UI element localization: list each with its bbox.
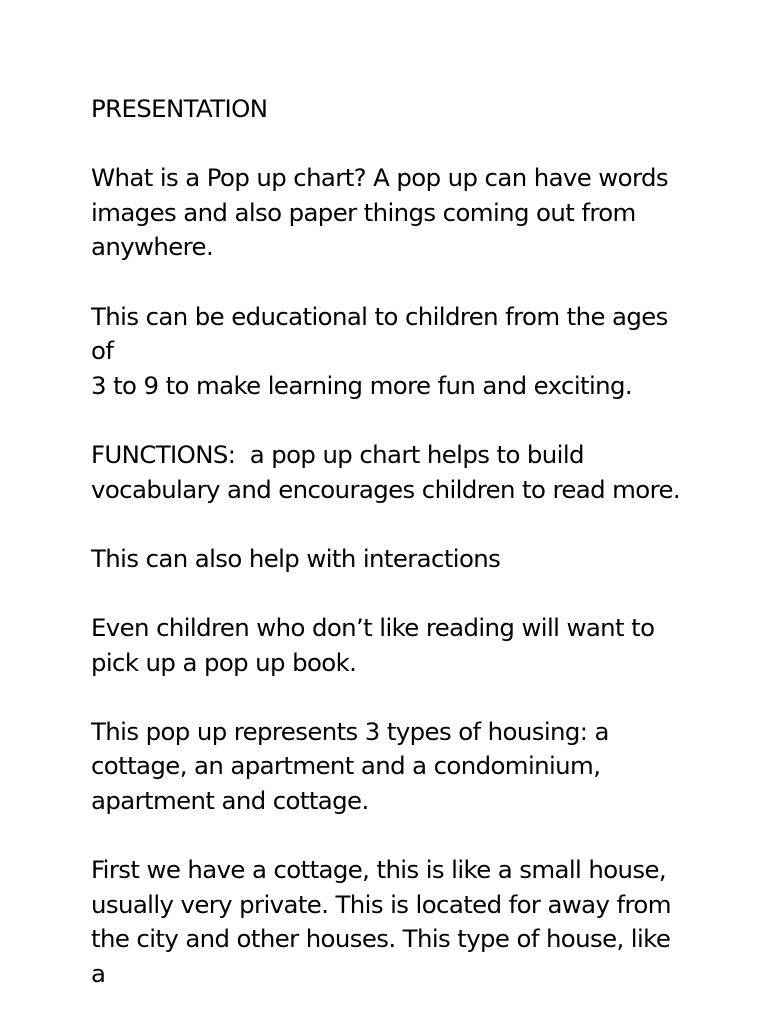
paragraph-educational: This can be educational to children from the ages of 3 to 9 to make learning more fun and exciting. xyxy=(91,301,668,400)
document-heading: PRESENTATION xyxy=(91,94,268,123)
paragraph-cottage: First we have a cottage, this is like a small house, usually very private. This is located for away from the city and other houses. This type of house, like a xyxy=(91,855,671,988)
paragraph-functions: FUNCTIONS: a pop up chart helps to build vocabulary and encourages children to read more. xyxy=(91,439,681,504)
document-body xyxy=(91,92,691,1026)
paragraph-housing-types: This pop up represents 3 types of housing: a cottage, an apartment and a condominium, apartment and cottage. xyxy=(91,716,609,815)
paragraph-reluctant-readers: Even children who don’t like reading will want to pick up a pop up book. xyxy=(91,612,655,677)
paragraph-interactions: This can also help with interactions xyxy=(91,543,501,573)
paragraph-what-is-pop-up: What is a Pop up chart? A pop up can have words images and also paper things coming out from anywhere. xyxy=(91,163,668,262)
